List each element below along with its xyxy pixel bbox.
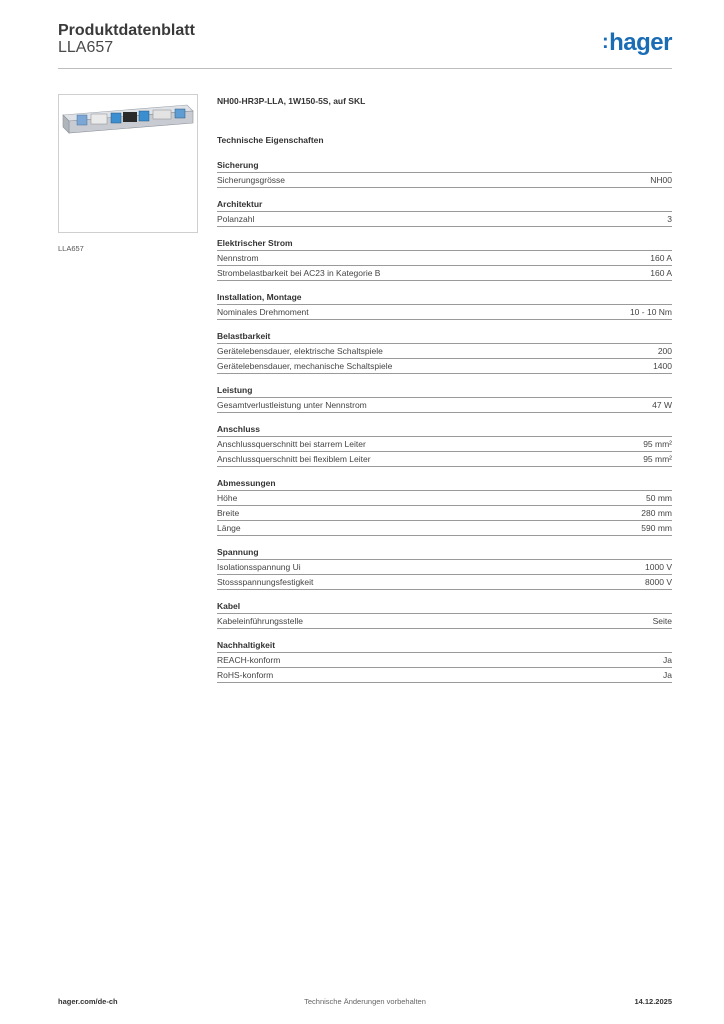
product-name: NH00-HR3P-LLA, 1W150-5S, auf SKL <box>217 96 366 106</box>
spec-row <box>217 173 672 188</box>
spec-row <box>217 614 672 629</box>
spec-value: Seite <box>652 616 672 626</box>
spec-group <box>217 199 672 227</box>
spec-group-title: Belastbarkeit <box>217 331 672 344</box>
spec-group-title: Abmessungen <box>217 478 672 491</box>
spec-group-title: Leistung <box>217 385 672 398</box>
spec-value: 10 - 10 Nm <box>629 307 672 317</box>
spec-label: RoHS-konform <box>217 670 274 680</box>
spec-row <box>217 251 672 266</box>
spec-label: Anschlussquerschnitt bei flexiblem Leiter <box>217 454 371 464</box>
spec-group <box>217 238 672 281</box>
spec-label: Höhe <box>217 493 238 503</box>
spec-value: 95 mm² <box>643 454 672 464</box>
spec-value: 1000 V <box>645 562 672 572</box>
footer-date: 14.12.2025 <box>634 997 672 1006</box>
spec-value: 8000 V <box>645 577 672 587</box>
spec-group-title: Elektrischer Strom <box>217 238 672 251</box>
spec-label: Gerätelebensdauer, elektrische Schaltspiele <box>217 346 383 356</box>
spec-group <box>217 547 672 590</box>
spec-label: Nominales Drehmoment <box>217 307 309 317</box>
spec-group-title: Installation, Montage <box>217 292 672 305</box>
page-header <box>58 20 672 69</box>
footer-note: Technische Änderungen vorbehalten <box>304 997 426 1006</box>
logo-colon: : <box>601 31 609 53</box>
spec-row <box>217 344 672 359</box>
image-caption: LLA657 <box>58 244 84 253</box>
spec-label: Nennstrom <box>217 253 259 263</box>
spec-label: Länge <box>217 523 241 533</box>
spec-value: 47 W <box>652 400 672 410</box>
spec-row <box>217 437 672 452</box>
spec-group-title: Kabel <box>217 601 672 614</box>
spec-value: 3 <box>667 214 672 224</box>
spec-label: Sicherungsgrösse <box>217 175 286 185</box>
spec-row <box>217 452 672 467</box>
spec-label: Polanzahl <box>217 214 255 224</box>
hager-logo <box>602 29 672 57</box>
spec-group <box>217 640 672 683</box>
footer-website-link[interactable]: hager.com/de-ch <box>58 997 118 1006</box>
spec-value: 50 mm <box>646 493 672 503</box>
product-illustration <box>59 95 197 232</box>
spec-label: Strombelastbarkeit bei AC23 in Kategorie B <box>217 268 381 278</box>
section-title: Technische Eigenschaften <box>217 135 324 145</box>
spec-group-title: Sicherung <box>217 160 672 173</box>
spec-row <box>217 653 672 668</box>
spec-group <box>217 292 672 320</box>
product-image <box>58 94 198 233</box>
spec-group <box>217 424 672 467</box>
spec-row <box>217 506 672 521</box>
spec-value: 95 mm² <box>643 439 672 449</box>
logo-text: hager <box>609 29 672 56</box>
spec-label: Breite <box>217 508 240 518</box>
spec-row <box>217 359 672 374</box>
page-footer <box>58 997 672 1009</box>
spec-label: Gerätelebensdauer, mechanische Schaltspiele <box>217 361 393 371</box>
spec-group-title: Spannung <box>217 547 672 560</box>
spec-row <box>217 668 672 683</box>
spec-value: 590 mm <box>641 523 672 533</box>
spec-row <box>217 212 672 227</box>
spec-value: 160 A <box>650 268 672 278</box>
spec-group <box>217 331 672 374</box>
spec-group <box>217 385 672 413</box>
spec-row <box>217 266 672 281</box>
spec-label: Anschlussquerschnitt bei starrem Leiter <box>217 439 366 449</box>
spec-row <box>217 575 672 590</box>
spec-value: 160 A <box>650 253 672 263</box>
spec-row <box>217 560 672 575</box>
spec-group-title: Nachhaltigkeit <box>217 640 672 653</box>
spec-row <box>217 521 672 536</box>
page-subtitle: LLA657 <box>58 39 114 56</box>
spec-value: 1400 <box>653 361 672 371</box>
spec-group-title: Anschluss <box>217 424 672 437</box>
spec-label: Gesamtverlustleistung unter Nennstrom <box>217 400 367 410</box>
spec-row <box>217 305 672 320</box>
page-title: Produktdatenblatt <box>58 22 195 39</box>
spec-value: Ja <box>663 670 672 680</box>
spec-label: Kabeleinführungsstelle <box>217 616 304 626</box>
spec-group <box>217 160 672 188</box>
spec-label: REACH-konform <box>217 655 281 665</box>
spec-value: 280 mm <box>641 508 672 518</box>
spec-row <box>217 398 672 413</box>
spec-value: 200 <box>657 346 672 356</box>
spec-value: Ja <box>663 655 672 665</box>
spec-content <box>217 96 672 683</box>
spec-row <box>217 491 672 506</box>
spec-groups <box>217 160 672 683</box>
spec-value: NH00 <box>650 175 672 185</box>
spec-group <box>217 478 672 536</box>
spec-label: Isolationsspannung Ui <box>217 562 301 572</box>
spec-group-title: Architektur <box>217 199 672 212</box>
spec-label: Stossspannungsfestigkeit <box>217 577 314 587</box>
spec-group <box>217 601 672 629</box>
